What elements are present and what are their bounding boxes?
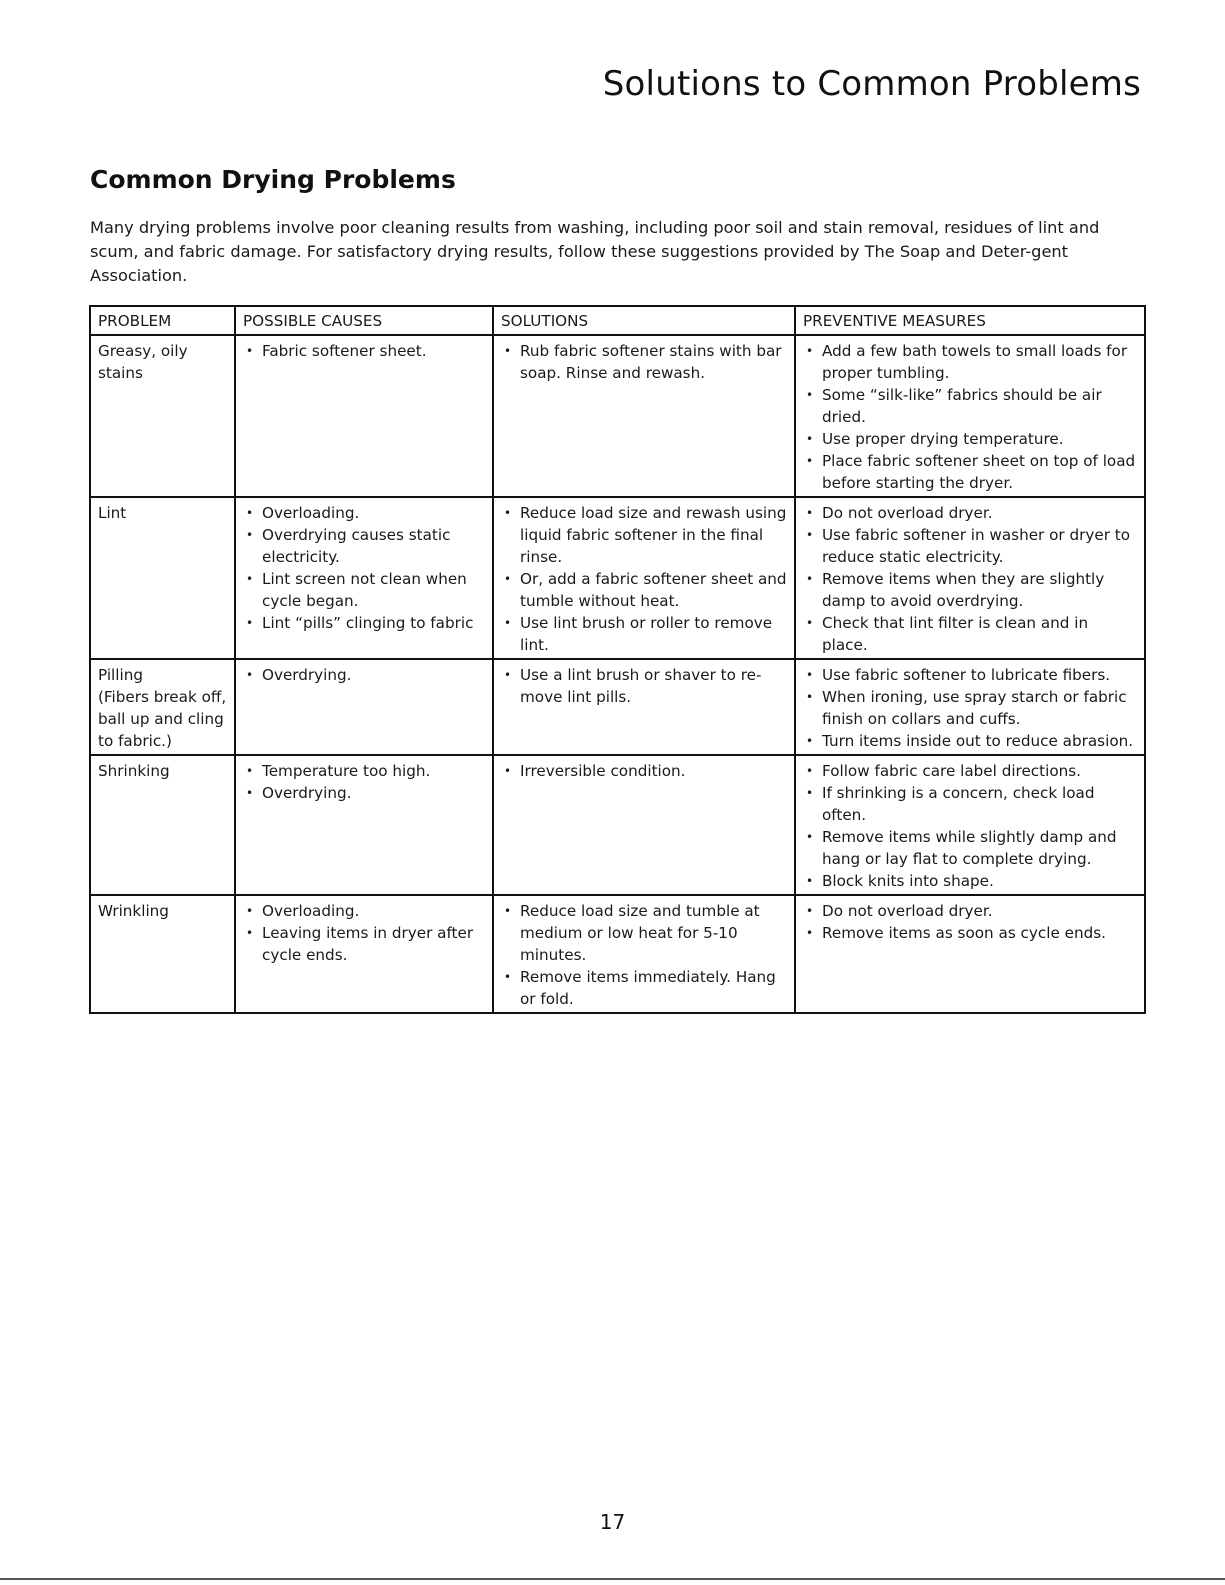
table-row-wrinkling xyxy=(90,895,1145,1013)
page-number: 17 xyxy=(599,1510,626,1534)
problem-cell xyxy=(90,755,235,895)
bottom-rule xyxy=(0,1578,1225,1580)
solution-item: • Use a lint brush or shaver to re-move lint pills. xyxy=(501,664,788,708)
drying-problems-table xyxy=(89,305,1146,1014)
cause-item: • Temperature too high. xyxy=(243,760,486,782)
problem-note: (Fibers break off, ball up and cling to fabric.) xyxy=(98,688,227,750)
cause-item: • Fabric softener sheet. xyxy=(243,340,486,362)
preventive-cell xyxy=(795,497,1145,659)
bullet-list xyxy=(243,760,486,804)
preventive-item: • When ironing, use spray starch or fabric finish on collars and cuffs. xyxy=(803,686,1138,730)
preventive-cell xyxy=(795,755,1145,895)
column-header-problem: PROBLEM xyxy=(90,306,235,335)
preventive-item: • Turn items inside out to reduce abrasion. xyxy=(803,730,1138,752)
table-row-pilling xyxy=(90,659,1145,755)
bullet-list xyxy=(803,900,1138,944)
bullet-list xyxy=(243,664,486,686)
table-row-greasy-stains xyxy=(90,335,1145,497)
causes-cell xyxy=(235,335,493,497)
table-row-shrinking xyxy=(90,755,1145,895)
cause-item: • Overdrying. xyxy=(243,782,486,804)
bullet-list xyxy=(501,340,788,384)
solutions-cell xyxy=(493,497,795,659)
problem-cell xyxy=(90,659,235,755)
preventive-item: • Remove items while slightly damp and hang or lay flat to complete drying. xyxy=(803,826,1138,870)
preventive-item: • Follow fabric care label directions. xyxy=(803,760,1138,782)
preventive-item: • Use fabric softener to lubricate fibers. xyxy=(803,664,1138,686)
cause-item: • Overloading. xyxy=(243,900,486,922)
bullet-list xyxy=(803,664,1138,752)
cause-item: • Overdrying. xyxy=(243,664,486,686)
bullet-list xyxy=(501,502,788,656)
bullet-list xyxy=(803,340,1138,494)
table-body xyxy=(90,335,1145,1013)
bullet-list xyxy=(243,502,486,634)
bullet-list xyxy=(803,760,1138,892)
column-header-causes: POSSIBLE CAUSES xyxy=(235,306,493,335)
causes-cell xyxy=(235,755,493,895)
preventive-item: • Use proper drying temperature. xyxy=(803,428,1138,450)
problem-name: Lint xyxy=(98,504,127,522)
cause-item: • Leaving items in dryer after cycle ends. xyxy=(243,922,486,966)
problem-name: Wrinkling xyxy=(98,902,169,920)
solution-item: • Use lint brush or roller to remove lint. xyxy=(501,612,788,656)
bullet-list xyxy=(243,900,486,966)
preventive-item: • Block knits into shape. xyxy=(803,870,1138,892)
cause-item: • Overloading. xyxy=(243,502,486,524)
solutions-cell xyxy=(493,335,795,497)
bullet-list xyxy=(501,664,788,708)
preventive-item: • Remove items as soon as cycle ends. xyxy=(803,922,1138,944)
preventive-cell xyxy=(795,659,1145,755)
solution-item: • Or, add a fabric softener sheet and tumble without heat. xyxy=(501,568,788,612)
preventive-item: • Check that lint filter is clean and in place. xyxy=(803,612,1138,656)
section-title: Common Drying Problems xyxy=(90,165,456,194)
solution-item: • Rub fabric softener stains with bar soap. Rinse and rewash. xyxy=(501,340,788,384)
table-header xyxy=(90,306,1145,335)
solution-item: • Reduce load size and rewash using liquid fabric softener in the final rinse. xyxy=(501,502,788,568)
preventive-item: • Do not overload dryer. xyxy=(803,900,1138,922)
column-header-solutions: SOLUTIONS xyxy=(493,306,795,335)
table-row-lint xyxy=(90,497,1145,659)
preventive-item: • Use fabric softener in washer or dryer to reduce static electricity. xyxy=(803,524,1138,568)
problem-name: Shrinking xyxy=(98,762,170,780)
column-header-preventive: PREVENTIVE MEASURES xyxy=(795,306,1145,335)
problem-cell xyxy=(90,895,235,1013)
page-header-title: Solutions to Common Problems xyxy=(602,64,1141,104)
preventive-item: • Some “silk-like” fabrics should be air dried. xyxy=(803,384,1138,428)
cause-item: • Lint “pills” clinging to fabric xyxy=(243,612,486,634)
solutions-cell xyxy=(493,755,795,895)
problem-name: Pilling xyxy=(98,666,143,684)
header-row xyxy=(90,306,1145,335)
bullet-list xyxy=(501,900,788,1010)
preventive-cell xyxy=(795,335,1145,497)
solutions-cell xyxy=(493,895,795,1013)
preventive-item: • Place fabric softener sheet on top of load before starting the dryer. xyxy=(803,450,1138,494)
preventive-item: • If shrinking is a concern, check load often. xyxy=(803,782,1138,826)
problem-cell xyxy=(90,497,235,659)
causes-cell xyxy=(235,659,493,755)
solution-item: • Remove items immediately. Hang or fold. xyxy=(501,966,788,1010)
preventive-item: • Remove items when they are slightly damp to avoid overdrying. xyxy=(803,568,1138,612)
bullet-list xyxy=(243,340,486,362)
causes-cell xyxy=(235,895,493,1013)
bullet-list xyxy=(501,760,788,782)
bullet-list xyxy=(803,502,1138,656)
preventive-item: • Add a few bath towels to small loads for proper tumbling. xyxy=(803,340,1138,384)
solution-item: • Reduce load size and tumble at medium or low heat for 5-10 minutes. xyxy=(501,900,788,966)
intro-paragraph: Many drying problems involve poor cleaning results from washing, including poor soil and stain removal, residues of lint and scum, and fabric damage. For satisfactory drying results, follow these suggestions provided by The Soap and Deter-gent Association. xyxy=(90,218,1100,285)
causes-cell xyxy=(235,497,493,659)
problem-cell xyxy=(90,335,235,497)
solution-item: • Irreversible condition. xyxy=(501,760,788,782)
cause-item: • Overdrying causes static electricity. xyxy=(243,524,486,568)
problem-name: Greasy, oily stains xyxy=(98,342,188,382)
preventive-cell xyxy=(795,895,1145,1013)
solutions-cell xyxy=(493,659,795,755)
preventive-item: • Do not overload dryer. xyxy=(803,502,1138,524)
cause-item: • Lint screen not clean when cycle began. xyxy=(243,568,486,612)
